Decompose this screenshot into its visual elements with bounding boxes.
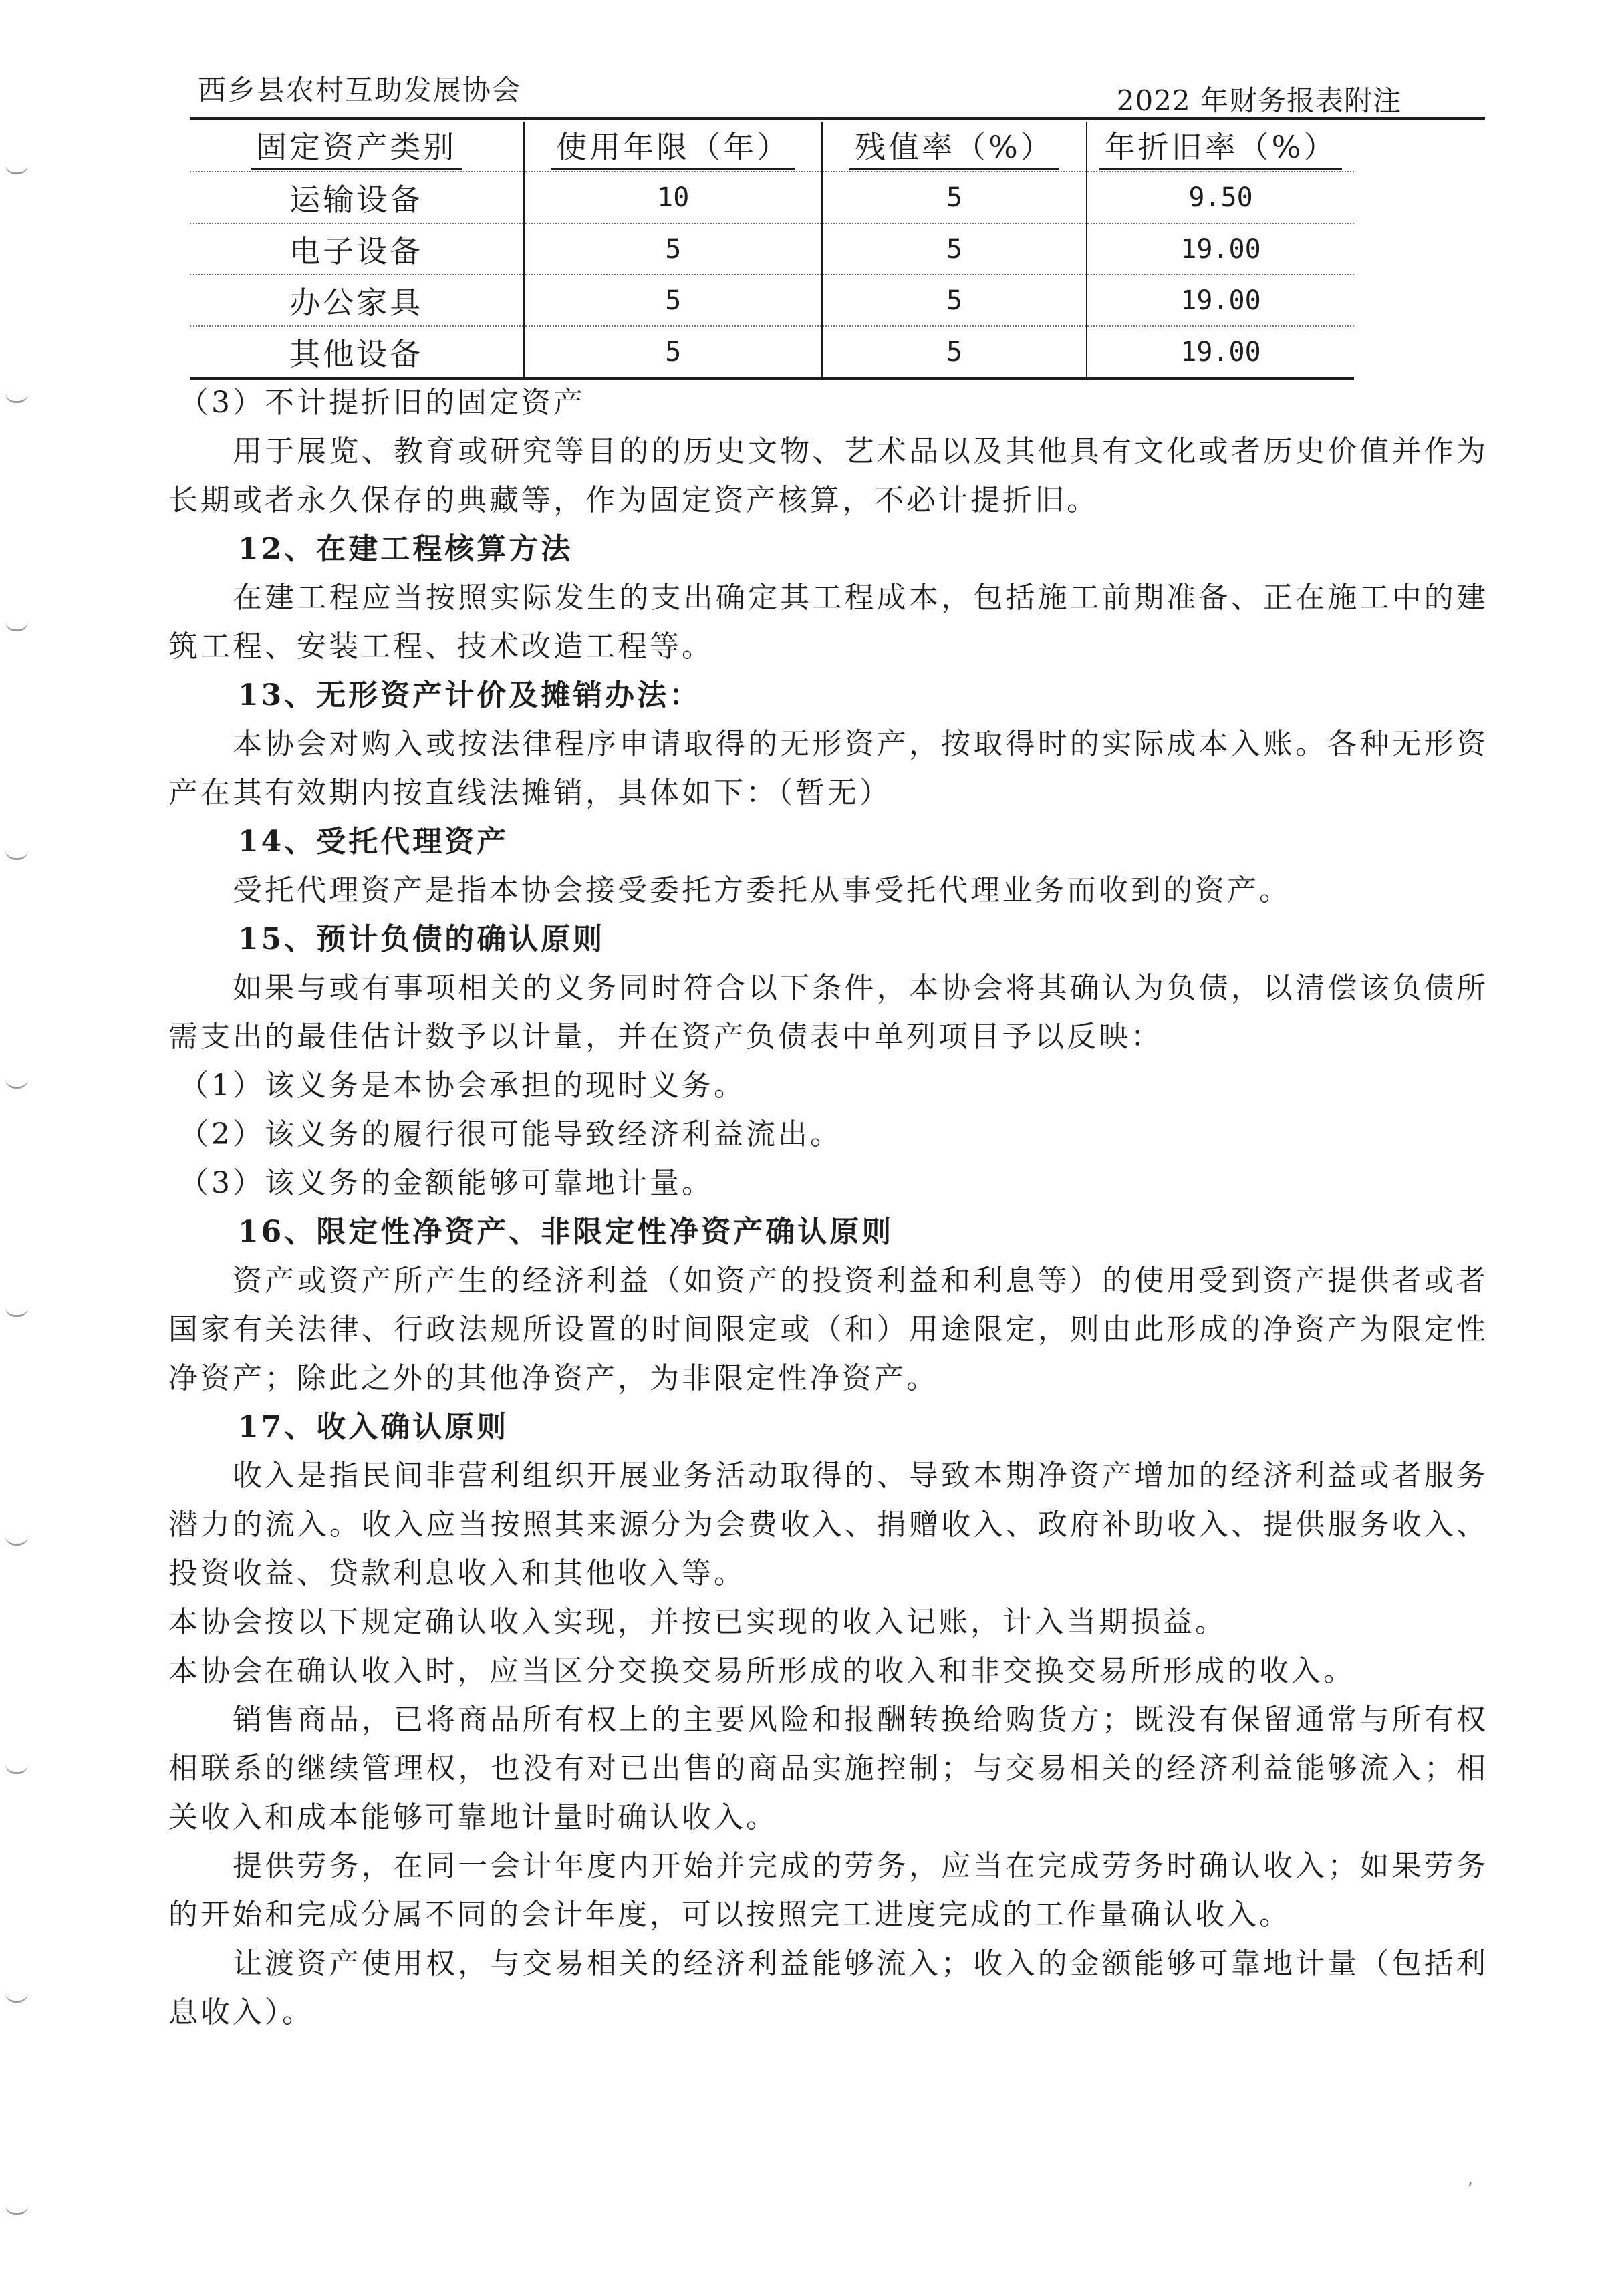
table-cell: 5	[822, 223, 1087, 275]
table-cell: 5	[822, 172, 1087, 223]
paragraph: 本协会按以下规定确认收入实现，并按已实现的收入记账，计入当期损益。	[168, 1605, 1227, 1639]
table-cell: 办公家具	[190, 275, 524, 326]
table-row	[190, 172, 1354, 223]
table-cell: 19.00	[1087, 326, 1354, 378]
depreciation-table	[190, 122, 1354, 380]
table-cell: 5	[524, 326, 822, 378]
table-header-row	[190, 122, 1354, 172]
scan-mark: ʹ	[1468, 2180, 1473, 2202]
binding-hole-mark	[5, 621, 28, 631]
table-cell: 5	[524, 275, 822, 326]
list-item: （1）该义务是本协会承担的现时义务。	[179, 1068, 746, 1103]
table-cell: 19.00	[1087, 275, 1354, 326]
binding-hole-mark	[5, 1993, 28, 2003]
table-row	[190, 275, 1354, 326]
section-heading: 17、收入确认原则	[238, 1410, 509, 1444]
header-rule	[190, 117, 1485, 120]
notes-body	[168, 378, 1488, 2037]
column-header: 残值率（%）	[822, 122, 1087, 172]
binding-hole-mark	[5, 1536, 28, 1546]
table-cell: 9.50	[1087, 172, 1354, 223]
paragraph: 资产或资产所产生的经济利益（如资产的投资利益和利息等）的使用受到资产提供者或者国家有关法律、行政法规所设置的时间限定或（和）用途限定，则由此形成的净资产为限定性净资产；除此之外的其他净资产，为非限定性净资产。	[168, 1264, 1488, 1395]
table-row	[190, 326, 1354, 378]
table-cell: 电子设备	[190, 223, 524, 275]
binding-hole-mark	[5, 850, 28, 860]
paragraph: 如果与或有事项相关的义务同时符合以下条件，本协会将其确认为负债，以清偿该负债所需支出的最佳估计数予以计量，并在资产负债表中单列项目予以反映：	[168, 971, 1488, 1054]
list-item: （2）该义务的履行很可能导致经济利益流出。	[179, 1117, 842, 1151]
paragraph: 本协会对购入或按法律程序申请取得的无形资产，按取得时的实际成本入账。各种无形资产在其有效期内按直线法摊销，具体如下：（暂无）	[168, 727, 1488, 810]
column-header: 使用年限（年）	[524, 122, 822, 172]
column-header: 固定资产类别	[190, 122, 524, 172]
paragraph: 用于展览、教育或研究等目的的历史文物、艺术品以及其他具有文化或者历史价值并作为长期或者永久保存的典藏等，作为固定资产核算，不必计提折旧。	[168, 434, 1488, 517]
section-heading: 16、限定性净资产、非限定性净资产确认原则	[238, 1215, 894, 1249]
paragraph: 让渡资产使用权，与交易相关的经济利益能够流入；收入的金额能够可靠地计量（包括利息收入）。	[168, 1947, 1488, 2029]
binding-hole-mark	[5, 2205, 28, 2215]
binding-hole-mark	[5, 1764, 28, 1774]
table-cell: 5	[822, 326, 1087, 378]
paragraph: 提供劳务，在同一会计年度内开始并完成的劳务，应当在完成劳务时确认收入；如果劳务的开始和完成分属不同的会计年度，可以按照完工进度完成的工作量确认收入。	[168, 1849, 1488, 1932]
section-heading: 14、受托代理资产	[238, 825, 509, 859]
binding-hole-mark	[5, 1307, 28, 1317]
paragraph: 受托代理资产是指本协会接受委托方委托从事受托代理业务而收到的资产。	[233, 873, 1291, 907]
section-heading: 13、无形资产计价及摊销办法：	[238, 678, 702, 712]
table-cell: 其他设备	[190, 326, 524, 378]
section-heading: 12、在建工程核算方法	[238, 532, 573, 566]
table-cell: 10	[524, 172, 822, 223]
paragraph: 销售商品，已将商品所有权上的主要风险和报酬转换给购货方；既没有保留通常与所有权相联系的继续管理权，也没有对已出售的商品实施控制；与交易相关的经济利益能够流入；相关收入和成本能够可靠地计量时确认收入。	[168, 1703, 1488, 1834]
paragraph: 在建工程应当按照实际发生的支出确定其工程成本，包括施工前期准备、正在施工中的建筑工程、安装工程、技术改造工程等。	[168, 581, 1488, 664]
table-cell: 运输设备	[190, 172, 524, 223]
binding-hole-mark	[5, 1079, 28, 1089]
table-cell: 5	[822, 275, 1087, 326]
binding-hole-mark	[5, 164, 28, 174]
column-header: 年折旧率（%）	[1087, 122, 1354, 172]
subsection-title: （3）不计提折旧的固定资产	[179, 386, 585, 420]
paragraph: 本协会在确认收入时，应当区分交换交易所形成的收入和非交换交易所形成的收入。	[168, 1654, 1355, 1688]
table-row	[190, 223, 1354, 275]
list-item: （3）该义务的金额能够可靠地计量。	[179, 1166, 714, 1200]
section-heading: 15、预计负债的确认原则	[238, 922, 606, 956]
table-cell: 5	[524, 223, 822, 275]
paragraph: 收入是指民间非营利组织开展业务活动取得的、导致本期净资产增加的经济利益或者服务潜力的流入。收入应当按照其来源分为会费收入、捐赠收入、政府补助收入、提供服务收入、投资收益、贷款利息收入和其他收入等。	[168, 1459, 1488, 1590]
header-organization: 西乡县农村互助发展协会	[198, 74, 522, 106]
binding-hole-mark	[5, 393, 28, 403]
table-cell: 19.00	[1087, 223, 1354, 275]
header-document-title: 2022 年财务报表附注	[1116, 84, 1401, 117]
